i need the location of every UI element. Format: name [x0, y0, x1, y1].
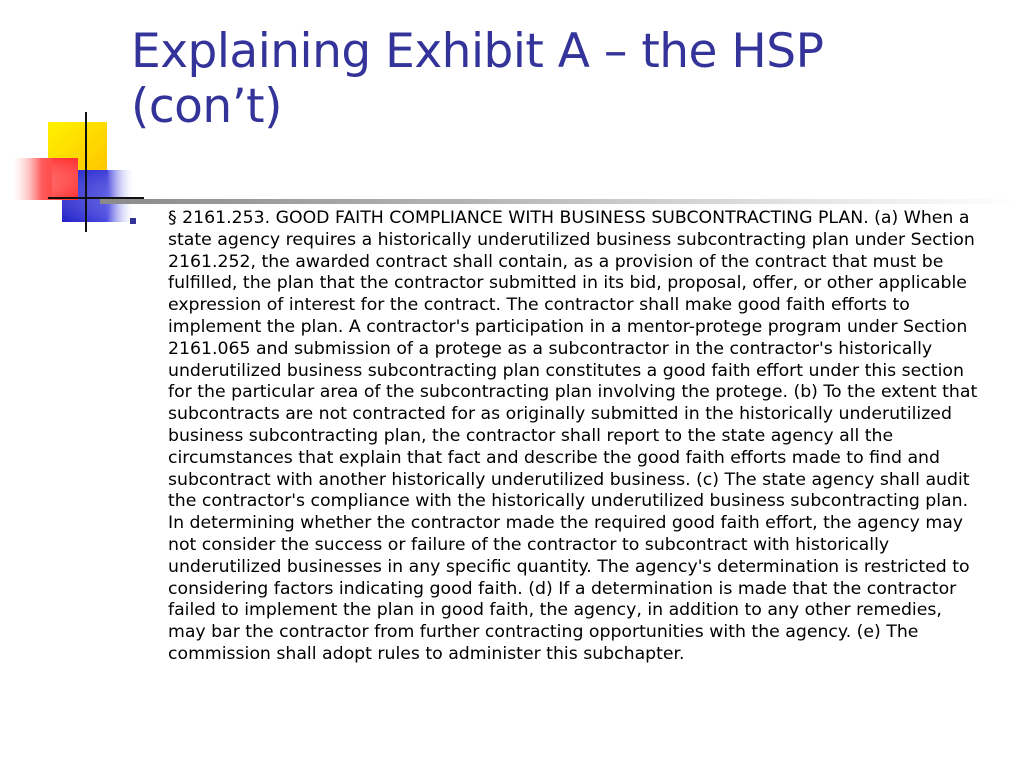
- bullet-text: § 2161.253. GOOD FAITH COMPLIANCE WITH BUSINESS SUBCONTRACTING PLAN. (a) When a state agency requires a historically underutilized business subcontracting plan under Section 2161.252, the awarded contract shall contain, as a provision of the contract that must be fulfilled, the plan that the contractor submitted in its bid, proposal, offer, or other applicable expression of interest for the contract. The contractor shall make good faith efforts to implement the plan. A contractor's participation in a mentor-protege program under Section 2161.065 and submission of a protege as a subcontractor in the contractor's historically underutilized business subcontracting plan constitutes a good faith effort under this section for the particular area of the subcontracting plan involving the protege. (b) To the extent that subcontracts are not contracted for as originally submitted in the historically underutilized business subcontracting plan, the contractor shall report to the state agency all the circumstances that explain that fact and describe the good faith efforts made to find and subcontract with another historically underutilized business. (c) The state agency shall audit the contractor's compliance with the historically underutilized business subcontracting plan. In determining whether the contractor made the required good faith effort, the agency may not consider the success or failure of the contractor to subcontract with historically underutilized businesses in any specific quantity. The agency's determination is restricted to considering factors indicating good faith. (d) If a determination is made that the contractor failed to implement the plan in good faith, the agency, in addition to any other remedies, may bar the contractor from further contracting opportunities with the agency. (e) The commission shall adopt rules to administer this subchapter.: [168, 208, 978, 664]
- title-line-1: Explaining Exhibit A – the HSP: [131, 24, 824, 79]
- page-title: [131, 24, 991, 134]
- title-divider: [100, 199, 1020, 204]
- square-bullet-icon: [130, 218, 136, 224]
- title-line-2: (con’t): [131, 79, 282, 134]
- decorative-logo-icon: [0, 0, 150, 240]
